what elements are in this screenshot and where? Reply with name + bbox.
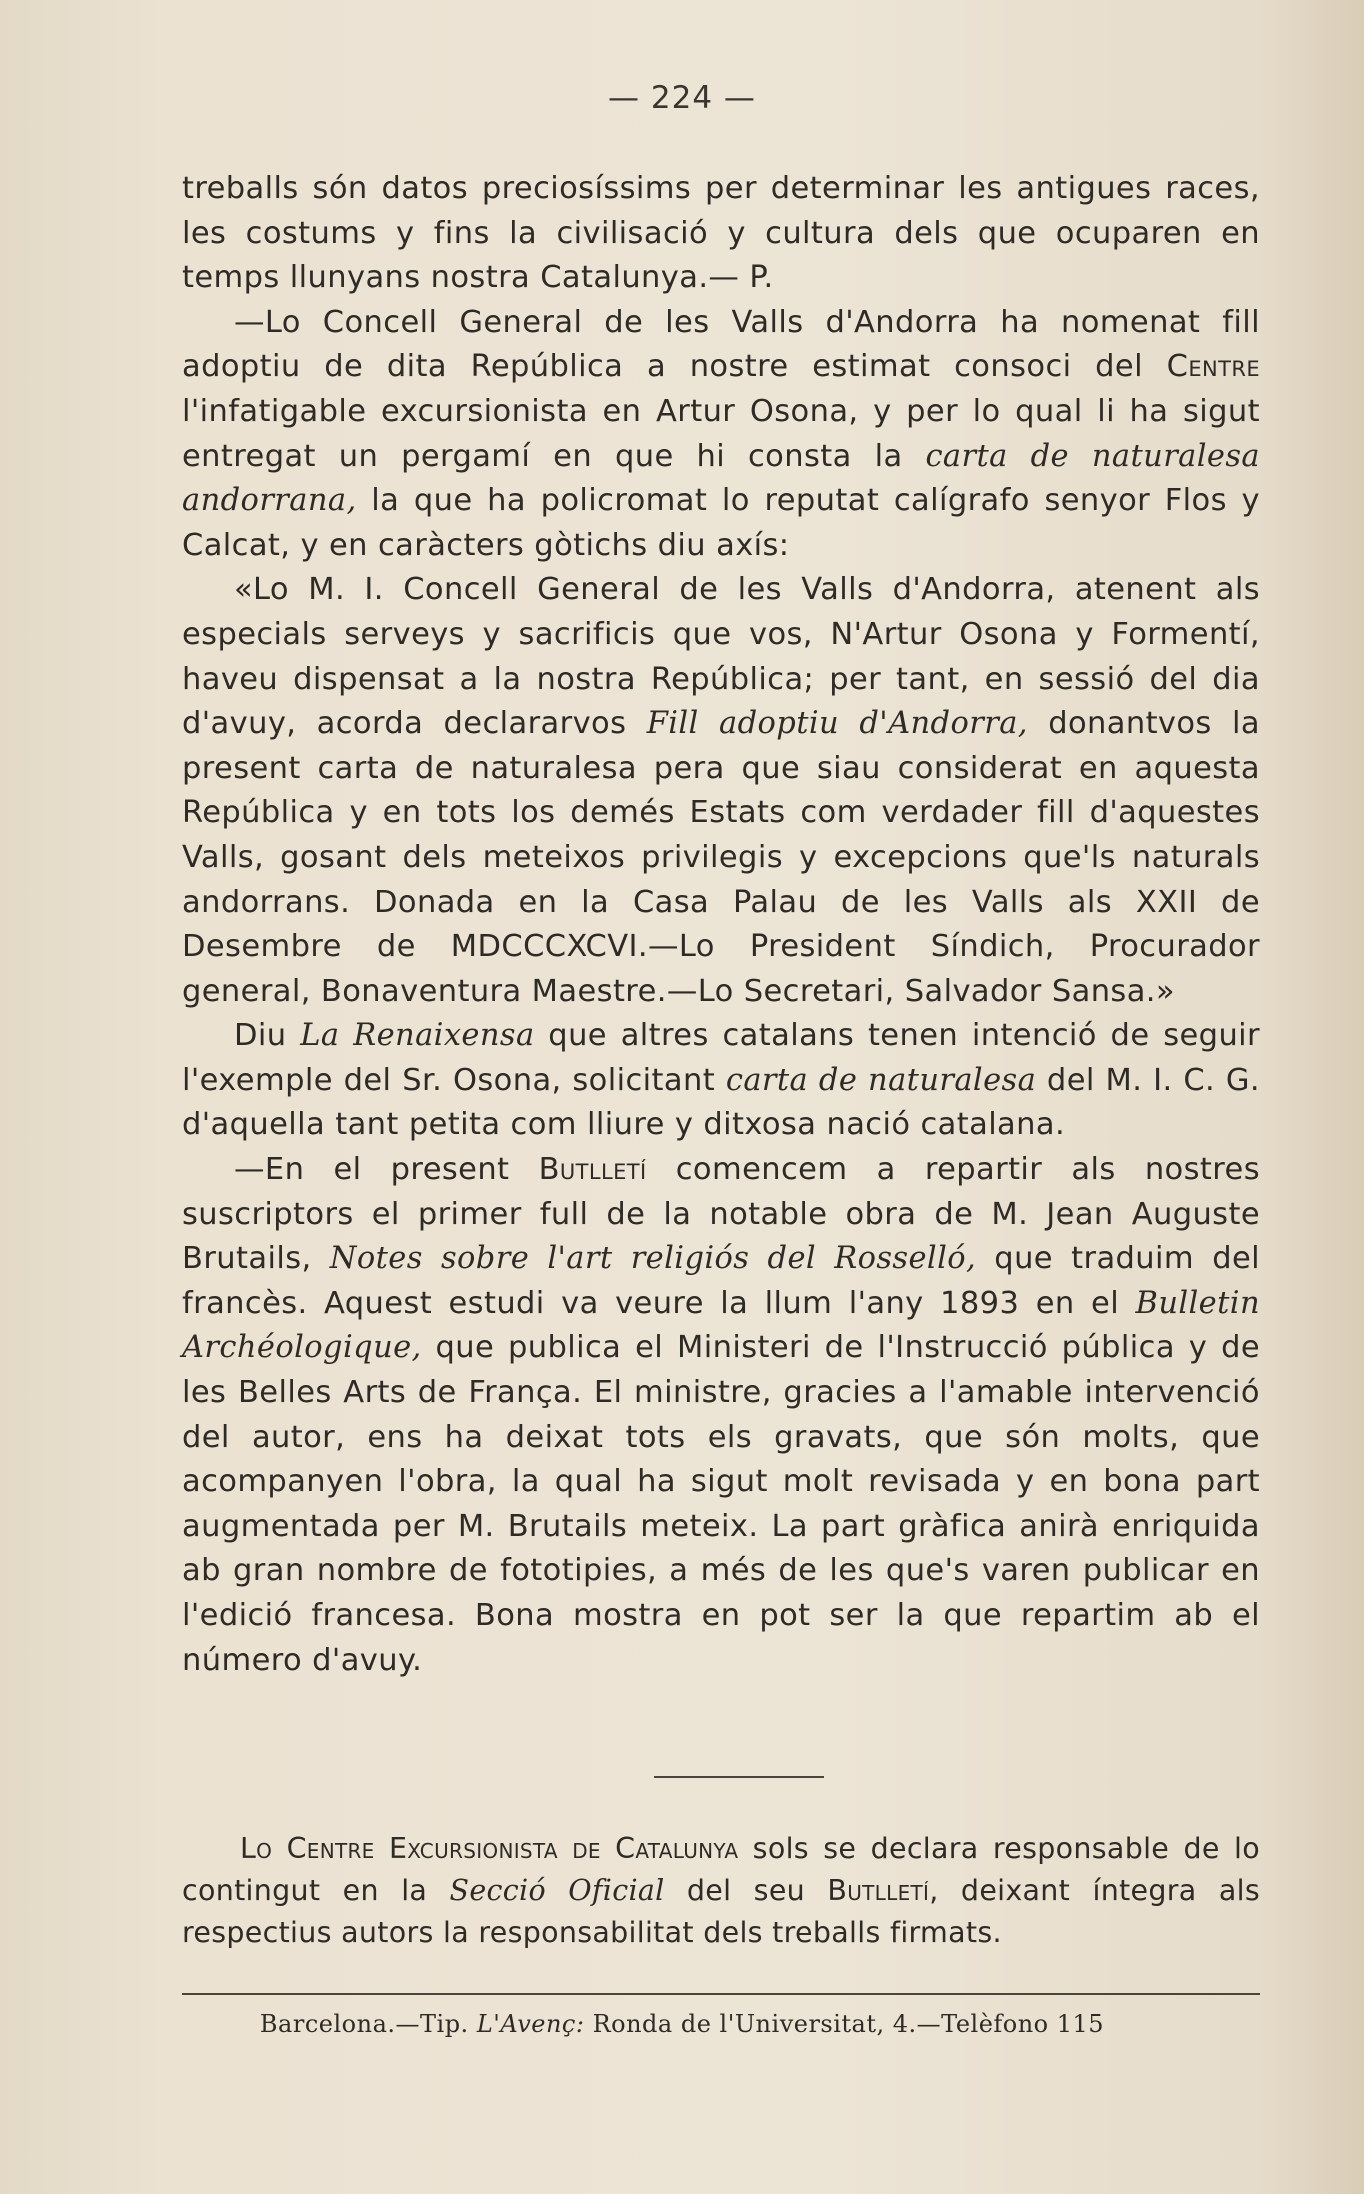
paragraph-butlleti: —En el present Butlletí comencem a repartir als nostres suscriptors el primer full de la notable obra de M. Jean Auguste Brutails, Notes sobre l'art religiós del Rosselló, que traduim del francès. Aquest estudi va veure la llum l'any 1893 en el Bulletin Archéologique, que publica el Ministeri de l'Instrucció pública y de les Belles Arts de França. El ministre, gracies a l'amable intervenció del autor, ens ha deixat tots els gravats, que són molts, que acompanyen l'obra, la qual ha sigut molt revisada y en bona part augmentada per M. Brutails meteix. La part gràfica anirà enriquida ab gran nombre de fototipies, a més de les que's varen publicar en l'edició francesa. Bona mostra en pot ser la que repartim ab el número d'avuy.	[182, 1152, 1261, 1678]
page-number: — 224 —	[608, 80, 756, 116]
paragraph-quoted-document: «Lo M. I. Concell General de les Valls d'Andorra, atenent als especials serveys y sacrificis que vos, N'Artur Osona y Formentí, haveu dispensat a la nostra República; per tant, en sessió del dia d'avuy, acorda declararvos Fill adoptiu d'Andorra, donantvos la present carta de naturalesa pera que siau considerat en aquesta República y en tots los demés Estats com verdader fill d'aquestes Valls, gosant dels meteixos privilegis y excepcions que'ls naturals andorrans. Donada en la Casa Palau de les Valls als XXII de Desembre de MDCCCXCVI.—Lo President Síndich, Procurador general, Bonaventura Maestre.—Lo Secretari, Salvador Sansa.»	[182, 572, 1260, 1009]
printer-imprint: Barcelona.—Tip. L'Avenç: Ronda de l'Universitat, 4.—Telèfono 115	[259, 2010, 1105, 2038]
paragraph-renaixensa: Diu La Renaixensa que altres catalans tenen intenció de seguir l'exemple del Sr. Osona, solicitant carta de naturalesa del M. I. C. G. d'aquella tant petita com lliure y ditxosa nació catalana.	[182, 1018, 1261, 1143]
disclaimer	[182, 1828, 1260, 1954]
paragraph-continuation: treballs són datos preciosíssims per determinar les antigues races, les costums y fins la civilisació y cultura dels que ocuparen en temps llunyans nostra Catalunya.— P.	[182, 171, 1260, 296]
paragraph-andorra-news: —Lo Concell General de les Valls d'Andorra ha nomenat fill adoptiu de dita República a nostre estimat consoci del Centre l'infatigable excursionista en Artur Osona, y per lo qual li ha sigut entregat un pergamí en que hi consta la carta de naturalesa andorrana, la que ha policromat lo reputat calígrafo senyor Flos y Calcat, y en caràcters gòtichs diu axís:	[182, 304, 1260, 563]
section-divider	[654, 1776, 824, 1778]
footer-divider	[182, 1993, 1260, 1995]
disclaimer-text: Lo Centre Excursionista de Catalunya sols se declara responsable de lo contingut en la Secció Oficial del seu Butlletí, deixant íntegra als respectius autors la responsabilitat dels treballs firmats.	[182, 1832, 1260, 1949]
body-text	[182, 167, 1260, 1683]
